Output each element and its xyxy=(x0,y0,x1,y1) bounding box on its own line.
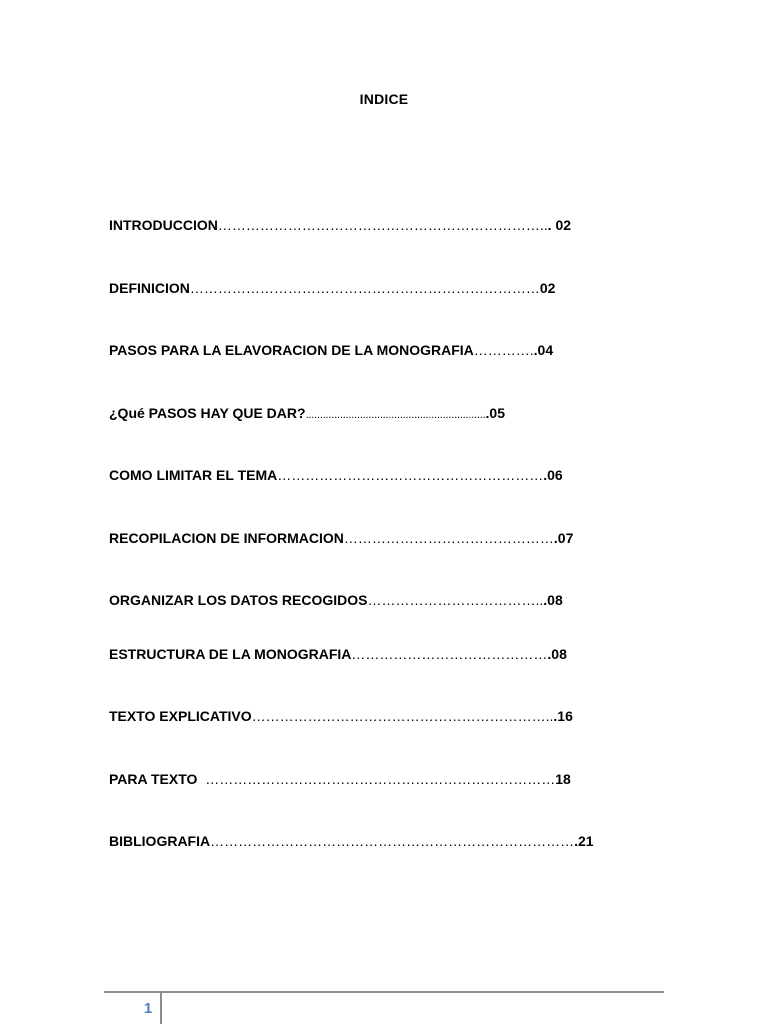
toc-page-number: 18 xyxy=(555,771,571,787)
document-title: INDICE xyxy=(359,91,409,107)
toc-entry-label: RECOPILACION DE INFORMACION xyxy=(109,530,344,546)
toc-dot-leader: …………. xyxy=(473,342,534,358)
toc-entry-que-pasos xyxy=(109,404,505,424)
toc-entry-label: BIBLIOGRAFIA xyxy=(109,833,211,849)
toc-dot-leader: …………………………………………………………….. xyxy=(217,217,548,233)
toc-dot-leader: ………………………………………………… xyxy=(277,467,544,483)
toc-entry-label: ¿Qué PASOS HAY QUE DAR? xyxy=(109,405,306,421)
toc-page-number: .08 xyxy=(543,592,563,608)
toc-entry-label: INTRODUCCION xyxy=(109,217,218,233)
toc-entry-definicion xyxy=(109,279,555,297)
toc-entry-bibliografia xyxy=(109,832,594,850)
toc-entry-introduccion xyxy=(109,216,571,234)
toc-dot-leader: …………………………………… xyxy=(351,646,548,662)
toc-dot-leader: ………………………………………………………………… xyxy=(205,771,556,787)
toc-entry-limitar-tema xyxy=(109,466,563,484)
toc-dot-leader: ............................................................... xyxy=(305,409,486,421)
toc-entry-label: COMO LIMITAR EL TEMA xyxy=(109,467,278,483)
toc-entry-label: ESTRUCTURA DE LA MONOGRAFIA xyxy=(109,646,352,662)
footer-divider xyxy=(104,991,664,993)
toc-page-number: .05 xyxy=(485,405,505,421)
toc-entry-texto-explicativo xyxy=(109,707,573,725)
toc-page-number: . 02 xyxy=(547,217,572,233)
toc-entry-para-texto xyxy=(109,770,571,788)
toc-dot-leader: ……………………………………………………….. xyxy=(251,708,554,724)
footer-vertical-divider xyxy=(160,993,162,1024)
toc-dot-leader: ……………………………….. xyxy=(367,592,544,608)
toc-page-number: .06 xyxy=(543,467,563,483)
toc-entry-label: PASOS PARA LA ELAVORACION DE LA MONOGRAFIA xyxy=(109,342,474,358)
toc-page-number: .16 xyxy=(553,708,573,724)
toc-entry-label: PARA TEXTO xyxy=(109,771,206,787)
toc-dot-leader: ………………………………………………………………… xyxy=(189,280,540,296)
toc-page-number: .07 xyxy=(553,530,574,546)
toc-dot-leader: ……………………………………… xyxy=(343,530,554,546)
toc-entry-label: DEFINICION xyxy=(109,280,190,296)
toc-page-number: .04 xyxy=(533,342,554,358)
toc-page-number: .08 xyxy=(547,646,567,662)
toc-entry-organizar-datos xyxy=(109,591,563,609)
toc-entry-pasos-elavoracion xyxy=(109,341,553,359)
toc-page-number: 02 xyxy=(539,280,556,296)
toc-dot-leader: …………………………………………………………………… xyxy=(210,833,575,849)
page-number: 1 xyxy=(143,1000,153,1017)
toc-entry-recopilacion xyxy=(109,529,573,547)
toc-entry-estructura xyxy=(109,645,567,663)
toc-entry-label: ORGANIZAR LOS DATOS RECOGIDOS xyxy=(109,592,368,608)
toc-page-number: .21 xyxy=(574,833,594,849)
toc-entry-label: TEXTO EXPLICATIVO xyxy=(109,708,252,724)
